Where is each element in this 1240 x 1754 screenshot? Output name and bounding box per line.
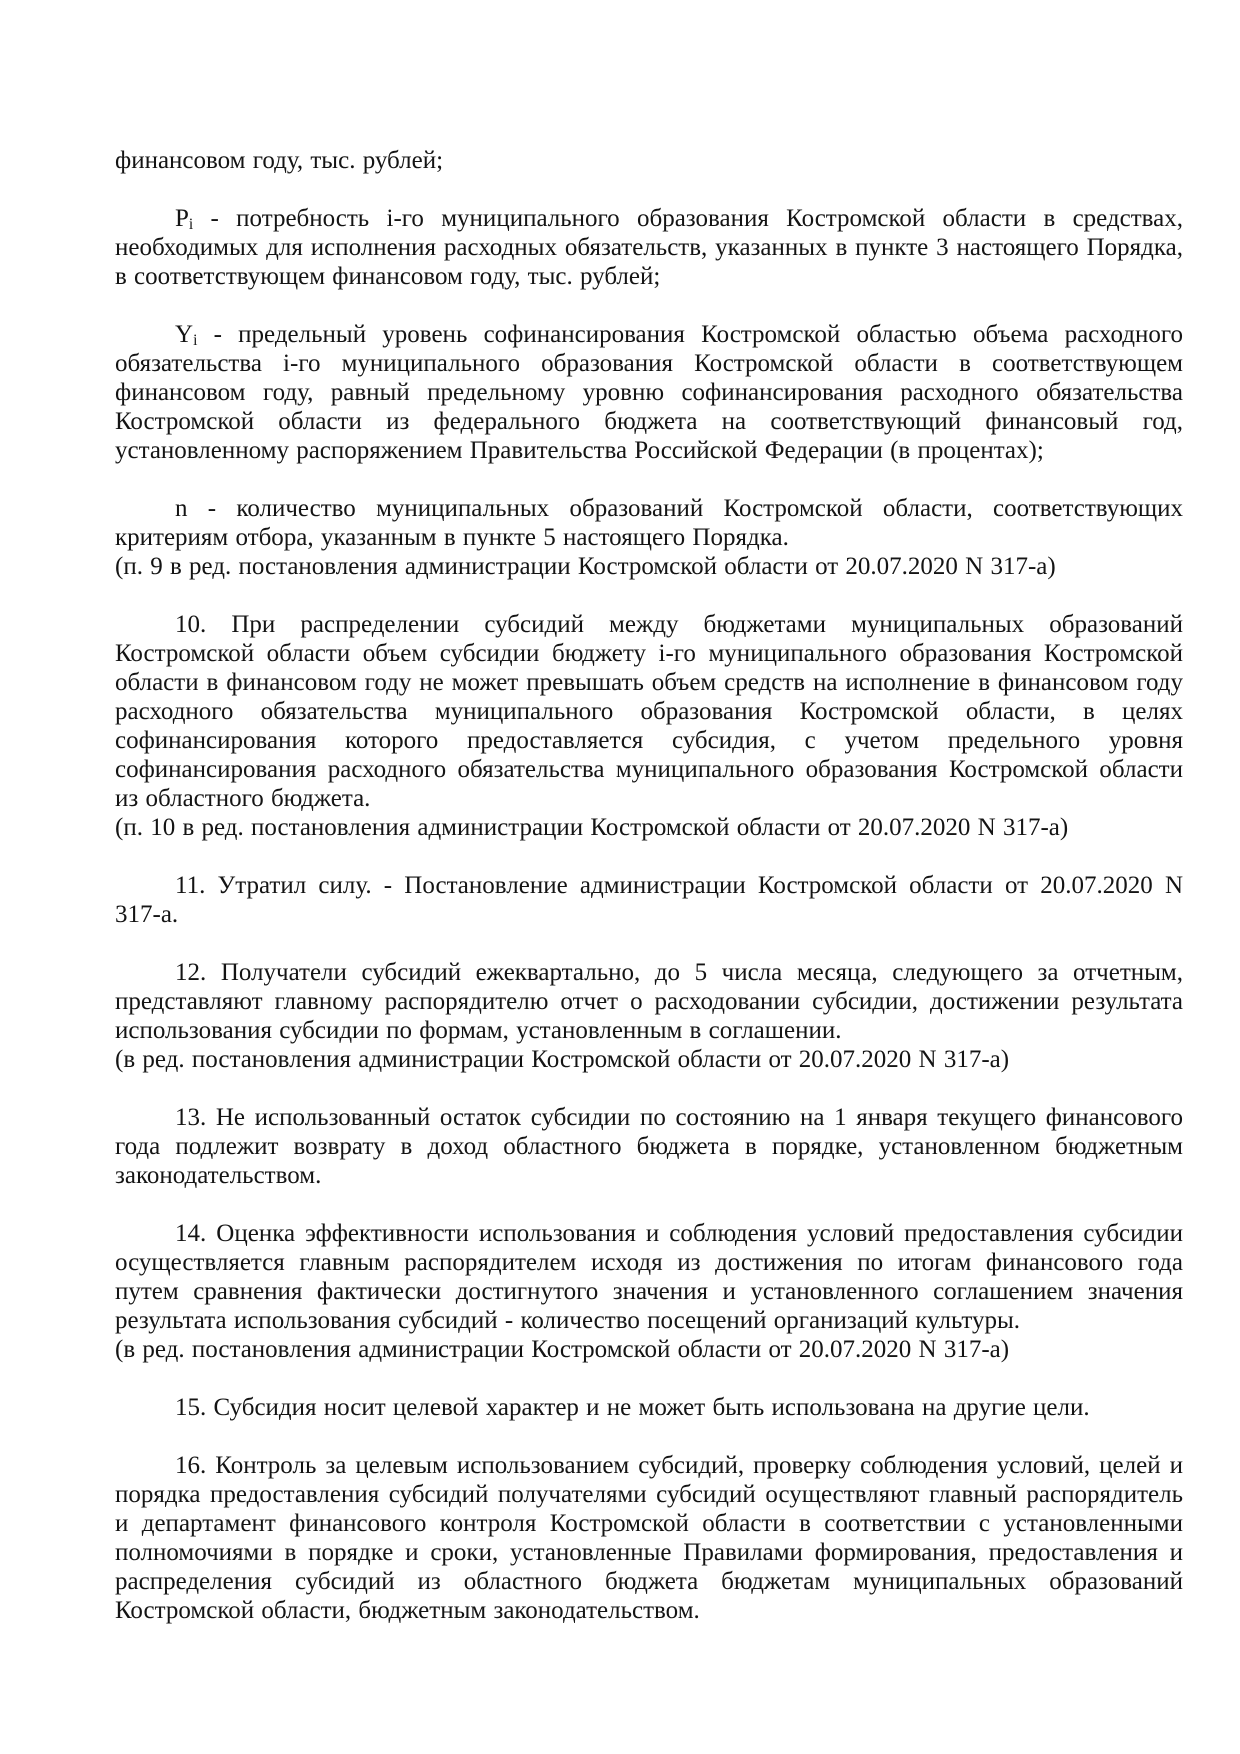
paragraph-definition-n: n - количество муниципальных образований Костромской области, соответствующих критериям отбора, указанным в пункте 5 настоящего Порядка. (115, 495, 1183, 551)
document-text-block (115, 146, 1183, 1625)
variable-Y: Y (175, 321, 194, 348)
variable-P-subscript: i (188, 215, 194, 233)
amendment-note-p10: (п. 10 в ред. постановления администрации Костромской области от 20.07.2020 N 317-а) (115, 814, 1069, 841)
variable-Y-subscript: i (193, 331, 198, 349)
amendment-note-p12: (в ред. постановления администрации Костромской области от 20.07.2020 N 317-а) (115, 1046, 1010, 1073)
variable-P: P (175, 205, 189, 232)
paragraph-item-11: 11. Утратил силу. - Постановление администрации Костромской области от 20.07.2020 N 317-а. (115, 872, 1183, 928)
definition-P-text: - потребность i-го муниципального образования Костромской области в средствах, необходимых для исполнения расходных обязательств, указанных в пункте 3 настоящего Порядка, в соответствующем финансовом году, тыс. рублей; (115, 205, 1183, 290)
paragraph-definition-Y (115, 320, 1183, 465)
paragraph-definition-P (115, 204, 1183, 291)
paragraph-item-16: 16. Контроль за целевым использованием субсидий, проверку соблюдения условий, целей и порядка предоставления субсидий получателями субсидий осуществляют главный распорядитель и департамент финансового контроля Костромской области в соответствии с установленными полномочиями в порядке и сроки, установленные Правилами формирования, предоставления и распределения субсидий из областного бюджета бюджетам муниципальных образований Костромской области, бюджетным законодательством. (115, 1452, 1183, 1624)
amendment-note-p9: (п. 9 в ред. постановления администрации Костромской области от 20.07.2020 N 317-а) (115, 553, 1056, 580)
amendment-note-p14: (в ред. постановления администрации Костромской области от 20.07.2020 N 317-а) (115, 1336, 1010, 1363)
paragraph-item-10: 10. При распределении субсидий между бюджетами муниципальных образований Костромской области объем субсидии бюджету i-го муниципального образования Костромской области в финансовом году не может превышать объем средств на исполнение в финансовом году расходного обязательства муниципального образования Костромской области, в целях софинансирования которого предоставляется субсидия, с учетом предельного уровня софинансирования расходного обязательства муниципального образования Костромской области из областного бюджета. (115, 611, 1183, 812)
paragraph-item-13: 13. Не использованный остаток субсидии по состоянию на 1 января текущего финансового года подлежит возврату в доход областного бюджета в порядке, установленном бюджетным законодательством. (115, 1104, 1183, 1189)
definition-Y-text: - предельный уровень софинансирования Костромской областью объема расходного обязательства i-го муниципального образования Костромской области в соответствующем финансовом году, равный предельному уровню софинансирования расходного обязательства Костромской области из федерального бюджета на соответствующий финансовый год, установленному распоряжением Правительства Российской Федерации (в процентах); (115, 321, 1183, 464)
paragraph-item-12: 12. Получатели субсидий ежеквартально, до 5 числа месяца, следующего за отчетным, представляют главному распорядителю отчет о расходовании субсидии, достижении результата использования субсидии по формам, установленным в соглашении. (115, 959, 1183, 1044)
paragraph-denominator-tail: финансовом году, тыс. рублей; (115, 147, 444, 174)
paragraph-item-14: 14. Оценка эффективности использования и соблюдения условий предоставления субсидии осуществляется главным распорядителем исходя из достижения по итогам финансового года путем сравнения фактически достигнутого значения и установленного соглашением значения результата использования субсидий - количество посещений организаций культуры. (115, 1220, 1183, 1334)
paragraph-item-15: 15. Субсидия носит целевой характер и не может быть использована на другие цели. (175, 1394, 1090, 1421)
